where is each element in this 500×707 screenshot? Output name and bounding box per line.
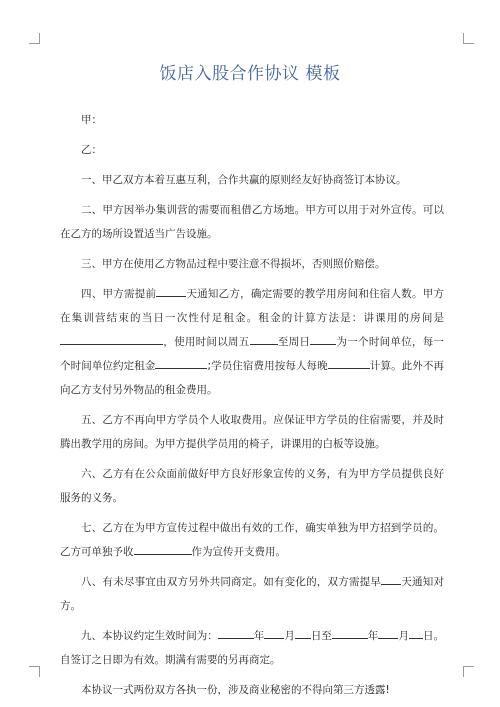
clause-5: 五、乙方不再向甲方学员个人收取费用。应保证甲方学员的住宿需要，并及时腾出教学用的房间。为甲方提供学员用的椅子，讲课用的白板等设施。 <box>60 414 444 450</box>
closing-clause: 本协议一式两份双方各执一份，涉及商业秘密的不得向第三方透露! <box>81 684 390 696</box>
clause-1: 一、甲乙双方本着互惠互利，合作共赢的原则经友好协商签订本协议。 <box>81 174 407 186</box>
clause-9: 九、本协议约定生效时间为： 年 月 日至 年 月 日。自签订之日即为有效。期满有需要的另再商定。 <box>60 624 444 672</box>
start-month-blank <box>264 626 284 639</box>
lodging-fee-blank <box>328 356 370 369</box>
notice-days-blank <box>381 572 401 585</box>
clause-6: 六、乙方有在公众面前做好甲方良好形象宣传的义务，有为甲方学员提供良好服务的义务。 <box>60 468 444 504</box>
publicity-fee-blank <box>134 542 192 555</box>
party-a-line: 甲： <box>81 114 102 126</box>
crop-mark-bottom-left <box>29 666 40 677</box>
document-body <box>60 108 444 702</box>
crop-mark-bottom-right <box>463 666 474 677</box>
document-title: 饭店入股合作协议 模板 <box>159 64 341 84</box>
friday-blank <box>250 332 278 345</box>
clause-7: 七、乙方在为甲方宣传过程中做出有效的工作，确实单独为甲方招到学员的。乙方可单独予收 作为宣传开支费用。 <box>60 522 444 558</box>
advance-days-blank <box>156 284 186 297</box>
clause-3: 三、甲方在使用乙方物品过程中要注意不得损坏，否则照价赔偿。 <box>81 258 386 270</box>
rent-blank <box>155 356 207 369</box>
party-b-line: 乙： <box>81 144 102 156</box>
crop-mark-top-right <box>463 33 474 44</box>
clause-8: 八、有未尽事宜由双方另外共同商定。如有变化的，双方需提早 天通知对方。 <box>60 570 444 618</box>
clause-2: 二、甲方因举办集训营的需要而租借乙方场地。甲方可以用于对外宣传。可以在乙方的场所设置适当广告设施。 <box>60 204 444 240</box>
clause-4: 四、甲方需提前 天通知乙方，确定需要的教学用房间和住宿人数。甲方在集训营结束的当日一次性付足租金。租金的计算方法是：讲课用的房间是，使用时间以周五 至周日 为一个时间单位，每一个时间单位约定租金 ;学员住宿费用按每人每晚 计算。此外不再向乙方支付另外物品的租金费用。 <box>60 282 444 402</box>
end-day-blank <box>409 626 423 639</box>
room-blank-cont <box>125 332 163 345</box>
sunday-blank <box>310 332 336 345</box>
end-year-blank <box>332 626 368 639</box>
start-year-blank <box>218 626 254 639</box>
crop-mark-top-left <box>29 33 40 44</box>
room-blank <box>60 332 125 345</box>
end-month-blank <box>378 626 398 639</box>
start-day-blank <box>295 626 311 639</box>
